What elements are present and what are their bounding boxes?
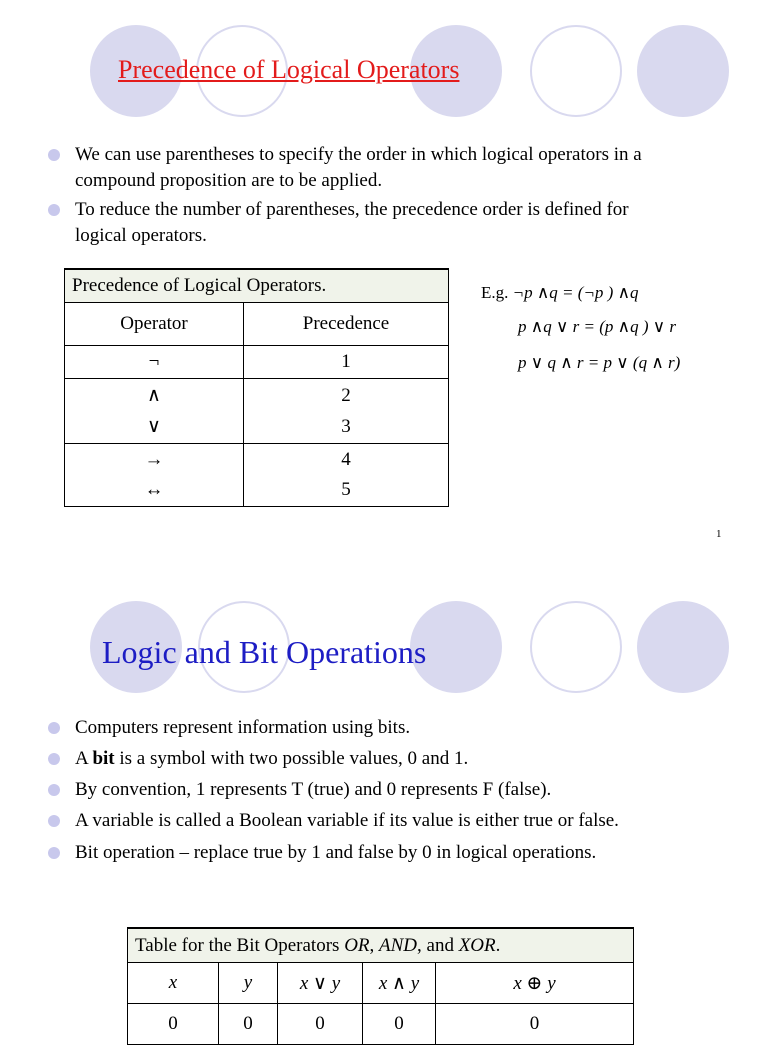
operator-and: ∧ bbox=[147, 385, 161, 406]
bullet-text: A variable is called a Boolean variable if its value is either true or false. bbox=[75, 810, 619, 831]
table-cell: 0 bbox=[128, 1004, 219, 1045]
bullet-dot-icon bbox=[48, 815, 60, 827]
table-cell: 0 bbox=[363, 1004, 436, 1045]
bullet-dot-icon bbox=[48, 753, 60, 765]
slide-2-title: Logic and Bit Operations bbox=[102, 634, 427, 670]
example-line-2 bbox=[518, 317, 676, 337]
bullet-text-continued: logical operators. bbox=[75, 225, 207, 246]
column-header-or: x ∨ y bbox=[278, 963, 363, 1004]
precedence-value: 4 bbox=[341, 449, 351, 470]
table-cell: 0 bbox=[436, 1004, 634, 1045]
table-caption: Precedence of Logical Operators. bbox=[65, 269, 449, 303]
precedence-value: 2 bbox=[341, 385, 351, 406]
column-header-y: y bbox=[219, 963, 278, 1004]
caption-text: Table for the Bit Operators bbox=[135, 934, 345, 956]
bullet-item bbox=[75, 808, 619, 834]
precedence-cell: 1 bbox=[244, 346, 449, 379]
table-cell: 0 bbox=[219, 1004, 278, 1045]
bullet-text: We can use parentheses to specify the order in which logical operators in a bbox=[75, 144, 642, 165]
bullet-text-continued: compound proposition are to be applied. bbox=[75, 170, 383, 191]
bullet-dot-icon bbox=[48, 847, 60, 859]
precedence-value: 3 bbox=[341, 416, 351, 437]
precedence-cell bbox=[244, 444, 449, 507]
bullet-item bbox=[75, 777, 551, 803]
operator-cell: ¬ bbox=[65, 346, 244, 379]
precedence-value: 5 bbox=[341, 479, 351, 500]
decorative-circle bbox=[637, 601, 729, 693]
bullet-item bbox=[75, 197, 629, 249]
table-row bbox=[128, 1004, 634, 1045]
caption-or: OR bbox=[344, 934, 370, 956]
operator-or: ∨ bbox=[147, 416, 161, 437]
bullet-dot-icon bbox=[48, 204, 60, 216]
caption-xor: XOR bbox=[458, 934, 496, 956]
example-expression: p ∨ q ∧ r = p ∨ (q ∧ r) bbox=[518, 353, 681, 372]
example-label: E.g. bbox=[481, 283, 513, 302]
slide-1-title: Precedence of Logical Operators bbox=[118, 55, 460, 84]
column-header-precedence: Precedence bbox=[244, 303, 449, 346]
table-caption bbox=[128, 928, 634, 963]
bullet-text: Computers represent information using bits. bbox=[75, 717, 411, 738]
bullet-item bbox=[75, 142, 642, 194]
column-header-operator: Operator bbox=[65, 303, 244, 346]
precedence-cell bbox=[244, 379, 449, 444]
column-header-x: x bbox=[128, 963, 219, 1004]
caption-separator: , bbox=[369, 934, 380, 956]
example-line-1 bbox=[481, 283, 639, 303]
precedence-table bbox=[64, 268, 449, 507]
example-expression: p ∧q ∨ r = (p ∧q ) ∨ r bbox=[518, 317, 677, 336]
caption-separator: , and bbox=[417, 934, 459, 956]
bullet-text: To reduce the number of parentheses, the precedence order is defined for bbox=[75, 199, 629, 220]
example-line-3 bbox=[518, 353, 680, 373]
bullet-text-prefix: A bbox=[75, 748, 93, 769]
decorative-circle bbox=[530, 25, 622, 117]
bullet-bold-term: bit bbox=[92, 748, 115, 769]
operator-cell bbox=[65, 379, 244, 444]
decorative-circle bbox=[637, 25, 729, 117]
operator-cell bbox=[65, 444, 244, 507]
bit-operators-table bbox=[127, 927, 634, 1045]
decorative-circle bbox=[530, 601, 622, 693]
operator-implies: → bbox=[144, 449, 164, 470]
bullet-item bbox=[75, 840, 596, 866]
caption-end: . bbox=[495, 934, 501, 956]
table-cell: 0 bbox=[278, 1004, 363, 1045]
bullet-text: Bit operation – replace true by 1 and false by 0 in logical operations. bbox=[75, 842, 597, 863]
column-header-xor: x ⊕ y bbox=[436, 963, 634, 1004]
bullet-dot-icon bbox=[48, 784, 60, 796]
bullet-dot-icon bbox=[48, 149, 60, 161]
page-number: 1 bbox=[716, 528, 722, 540]
bullet-item bbox=[75, 715, 410, 741]
bullet-item bbox=[75, 746, 468, 772]
example-expression: ¬p ∧q = (¬p ) ∧q bbox=[512, 283, 639, 302]
operator-iff: ↔ bbox=[144, 479, 164, 500]
column-header-and: x ∧ y bbox=[363, 963, 436, 1004]
caption-and: AND bbox=[379, 934, 418, 956]
bullet-dot-icon bbox=[48, 722, 60, 734]
bullet-text: By convention, 1 represents T (true) and 0 represents F (false). bbox=[75, 779, 552, 800]
bullet-text-suffix: is a symbol with two possible values, 0 and 1. bbox=[114, 748, 469, 769]
